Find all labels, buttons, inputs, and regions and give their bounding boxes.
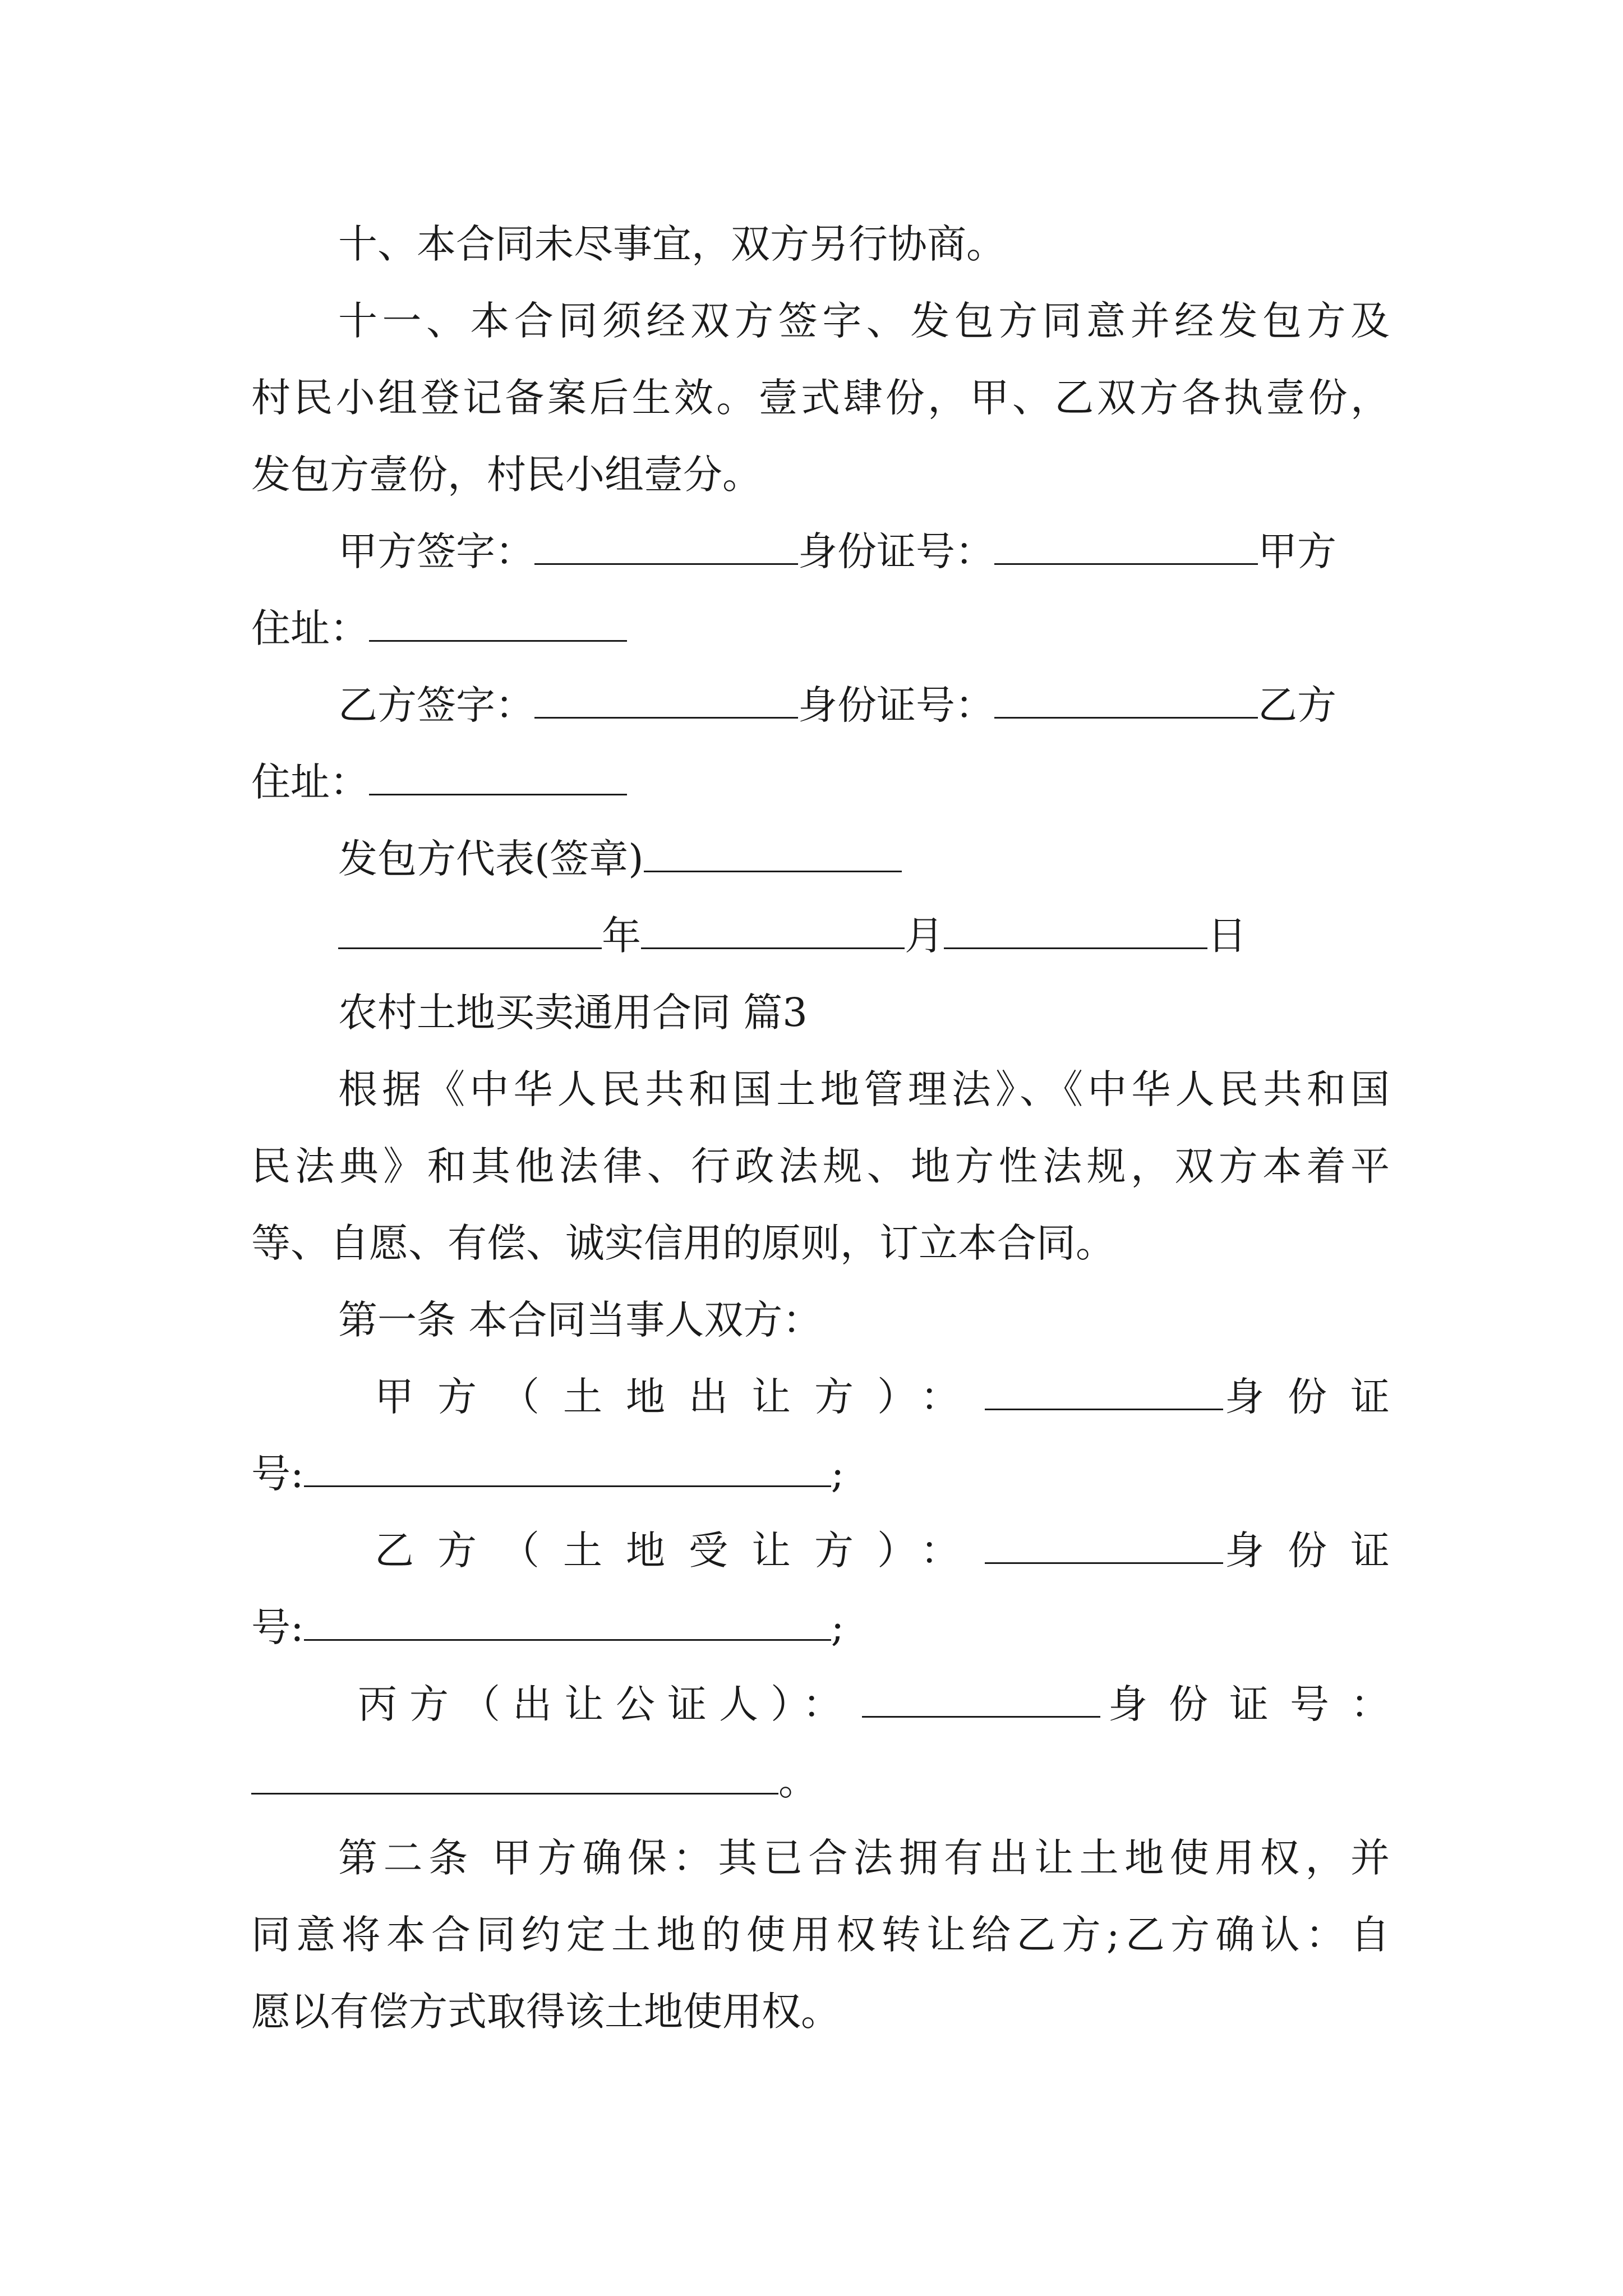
party-a-address-label: 住址： bbox=[251, 605, 369, 651]
party-a-transferor-id-line bbox=[251, 1434, 1390, 1513]
clause-10: 十、本合同未尽事宜，双方另行协商。 bbox=[338, 221, 1006, 267]
preamble-line-1: 根据《中华人民共和国土地管理法》、《中华人民共和国 bbox=[338, 1066, 1390, 1112]
party-a-signature-line bbox=[338, 512, 1390, 591]
party-c-notary-id-label: 身份证号： bbox=[1108, 1681, 1411, 1727]
date-line bbox=[338, 896, 1390, 975]
party-a-transferor-label: 甲方（土地出让方）： bbox=[375, 1374, 983, 1420]
party-b-id-blank[interactable] bbox=[994, 680, 1258, 719]
party-c-notary-id-line bbox=[251, 1742, 1390, 1820]
party-a-address-line bbox=[251, 589, 1390, 668]
party-b-address-label-start: 乙方 bbox=[1258, 682, 1336, 728]
party-a-transferor-semicolon: ; bbox=[831, 1451, 845, 1497]
party-a-transferor-line bbox=[375, 1358, 1413, 1436]
party-b-signature-line bbox=[338, 666, 1390, 744]
year-blank[interactable] bbox=[338, 910, 602, 949]
party-b-transferee-id-line bbox=[251, 1588, 1390, 1667]
article-1-heading: 第一条 本合同当事人双方： bbox=[338, 1297, 822, 1343]
party-c-notary-period: 。 bbox=[778, 1758, 818, 1804]
party-c-notary-line bbox=[358, 1665, 1411, 1743]
section-heading: 农村土地买卖通用合同 篇3 bbox=[338, 990, 808, 1036]
party-a-sign-label: 甲方签字： bbox=[338, 528, 534, 574]
party-b-transferee-semicolon: ; bbox=[831, 1604, 845, 1650]
day-label: 日 bbox=[1207, 913, 1247, 959]
article-2-line-2: 同意将本合同约定土地的使用权转让给乙方;乙方确认：自 bbox=[251, 1912, 1390, 1958]
party-b-signature-blank[interactable] bbox=[534, 680, 798, 719]
party-b-transferee-line bbox=[375, 1511, 1413, 1590]
party-c-notary-id-blank[interactable] bbox=[251, 1756, 778, 1795]
party-a-id-label: 身份证号： bbox=[798, 528, 994, 574]
day-blank[interactable] bbox=[944, 910, 1207, 949]
article-2-line-3: 愿以有偿方式取得该土地使用权。 bbox=[251, 1989, 840, 2035]
preamble-line-3: 等、自愿、有偿、诚实信用的原则，订立本合同。 bbox=[251, 1220, 1115, 1266]
party-a-transferor-blank[interactable] bbox=[985, 1372, 1223, 1410]
month-blank[interactable] bbox=[641, 910, 905, 949]
party-a-transferor-id-blank[interactable] bbox=[304, 1448, 831, 1487]
month-label: 月 bbox=[905, 913, 944, 959]
party-c-notary-label: 丙方（出让公证人）： bbox=[358, 1681, 854, 1727]
party-a-id-blank[interactable] bbox=[994, 526, 1258, 565]
contractor-representative-blank[interactable] bbox=[644, 834, 902, 872]
party-b-transferee-id-label-end: 号: bbox=[251, 1604, 304, 1650]
party-b-transferee-id-blank[interactable] bbox=[304, 1602, 831, 1641]
party-b-address-line bbox=[251, 743, 1390, 821]
party-b-sign-label: 乙方签字： bbox=[338, 682, 534, 728]
party-a-signature-blank[interactable] bbox=[534, 526, 798, 565]
clause-11-line-3: 发包方壹份，村民小组壹分。 bbox=[251, 452, 762, 498]
party-a-address-blank[interactable] bbox=[369, 603, 627, 642]
clause-11-line-2: 村民小组登记备案后生效。壹式肆份，甲、乙双方各执壹份， bbox=[251, 375, 1390, 421]
party-c-notary-blank[interactable] bbox=[862, 1679, 1100, 1718]
party-b-address-blank[interactable] bbox=[369, 757, 627, 795]
party-a-transferor-id-label-end: 号: bbox=[251, 1451, 304, 1497]
contractor-representative-line bbox=[338, 820, 1390, 898]
party-b-transferee-label: 乙方（土地受让方）： bbox=[375, 1527, 983, 1573]
year-label: 年 bbox=[602, 913, 641, 959]
clause-11-line-1: 十一、本合同须经双方签字、发包方同意并经发包方及 bbox=[338, 298, 1390, 344]
preamble-line-2: 民法典》和其他法律、行政法规、地方性法规，双方本着平 bbox=[251, 1143, 1390, 1189]
party-b-transferee-id-label: 身份证 bbox=[1225, 1527, 1413, 1573]
article-2-line-1: 第二条 甲方确保：其已合法拥有出让土地使用权，并 bbox=[338, 1835, 1390, 1881]
party-b-id-label: 身份证号： bbox=[798, 682, 994, 728]
party-a-address-label-start: 甲方 bbox=[1258, 528, 1336, 574]
party-a-transferor-id-label: 身份证 bbox=[1225, 1374, 1413, 1420]
party-b-transferee-blank[interactable] bbox=[985, 1525, 1223, 1564]
contractor-representative-label: 发包方代表(签章) bbox=[338, 836, 644, 882]
party-b-address-label: 住址： bbox=[251, 759, 369, 805]
